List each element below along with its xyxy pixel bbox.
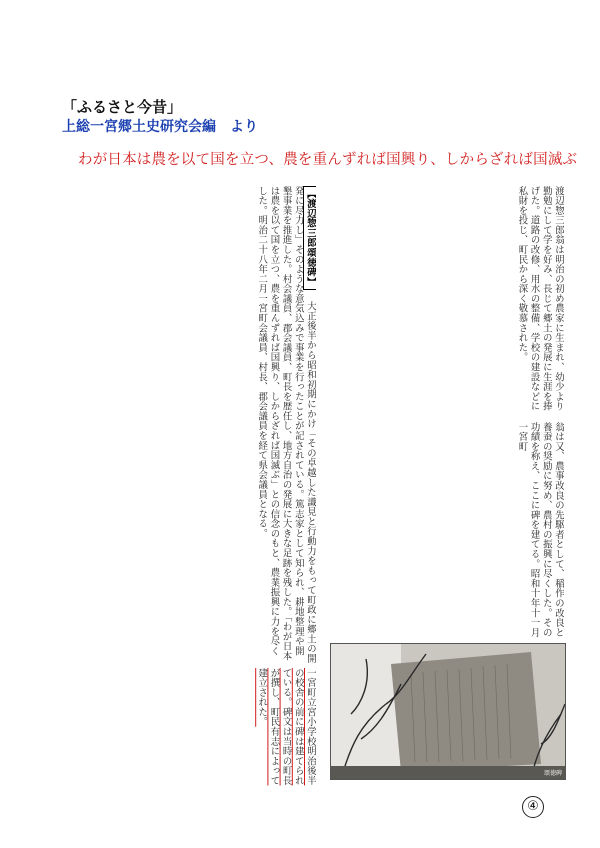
article-right-mid — [326, 422, 564, 640]
article-right-top-text: 渡辺惣三郎翁は明治の初め農家に生まれ、幼少より勤勉にして学を好み、長じて郷土の発展に生涯を捧げた。道路の改修、用水の整備、学校の建設などに私財を投じ、町民から深く敬慕された。 — [516, 186, 564, 412]
article-right-top — [326, 186, 564, 418]
monument-photo — [330, 643, 566, 780]
article-right-mid-text: 翁は又、農事改良の先駆者として、稲作の改良と養蚕の奨励に努め、農村の振興に尽くした。その功績を称え、ここに碑を建てる。昭和十年十一月 一宮町 — [516, 422, 564, 638]
page-number: ④ — [522, 796, 544, 818]
article-left-bottom-text: 一宮町立宮小学校明治後半の校舎の前に碑は建てられている。碑文は当時の町長が撰し、町民有志によって建立された。 — [256, 668, 316, 786]
series-title: 「ふるさと今昔」 — [62, 98, 183, 116]
monument-photo-image — [331, 644, 565, 779]
proverb-heading: わが日本は農を以て国を立つ、農を重んずれば国興り、しからざれば国滅ぶ — [78, 152, 578, 168]
article-left-column — [66, 186, 316, 664]
photo-caption: 頌徳碑 — [543, 770, 562, 777]
source-line: 上総一宮郷土史研究会編 より — [62, 119, 258, 135]
article-left-bottom — [66, 668, 316, 786]
article-heading: 【渡辺惣三郎頌徳碑】 — [303, 186, 316, 290]
article-left-text: 大正後半から昭和初期にかけ「その卓越した識見と行動力をもって町政に郷土の開発に尽力し」そのような意気込みで事業を行ったことが記されている。篤志家として知られ、耕地整理や開墾事業を推進した。村会議員、郡会議員、町長を歴任し、地方自治の発展に大きな足跡を残した。「わが日本は農を以て国を立つ、農を重んずれば国興り、しからざれば国滅ぶ」との信念のもと、農業振興に力を尽くした。明治二十八年二月一宮町会議員、村長、郡会議員を経て県会議員となる。 — [256, 186, 316, 664]
